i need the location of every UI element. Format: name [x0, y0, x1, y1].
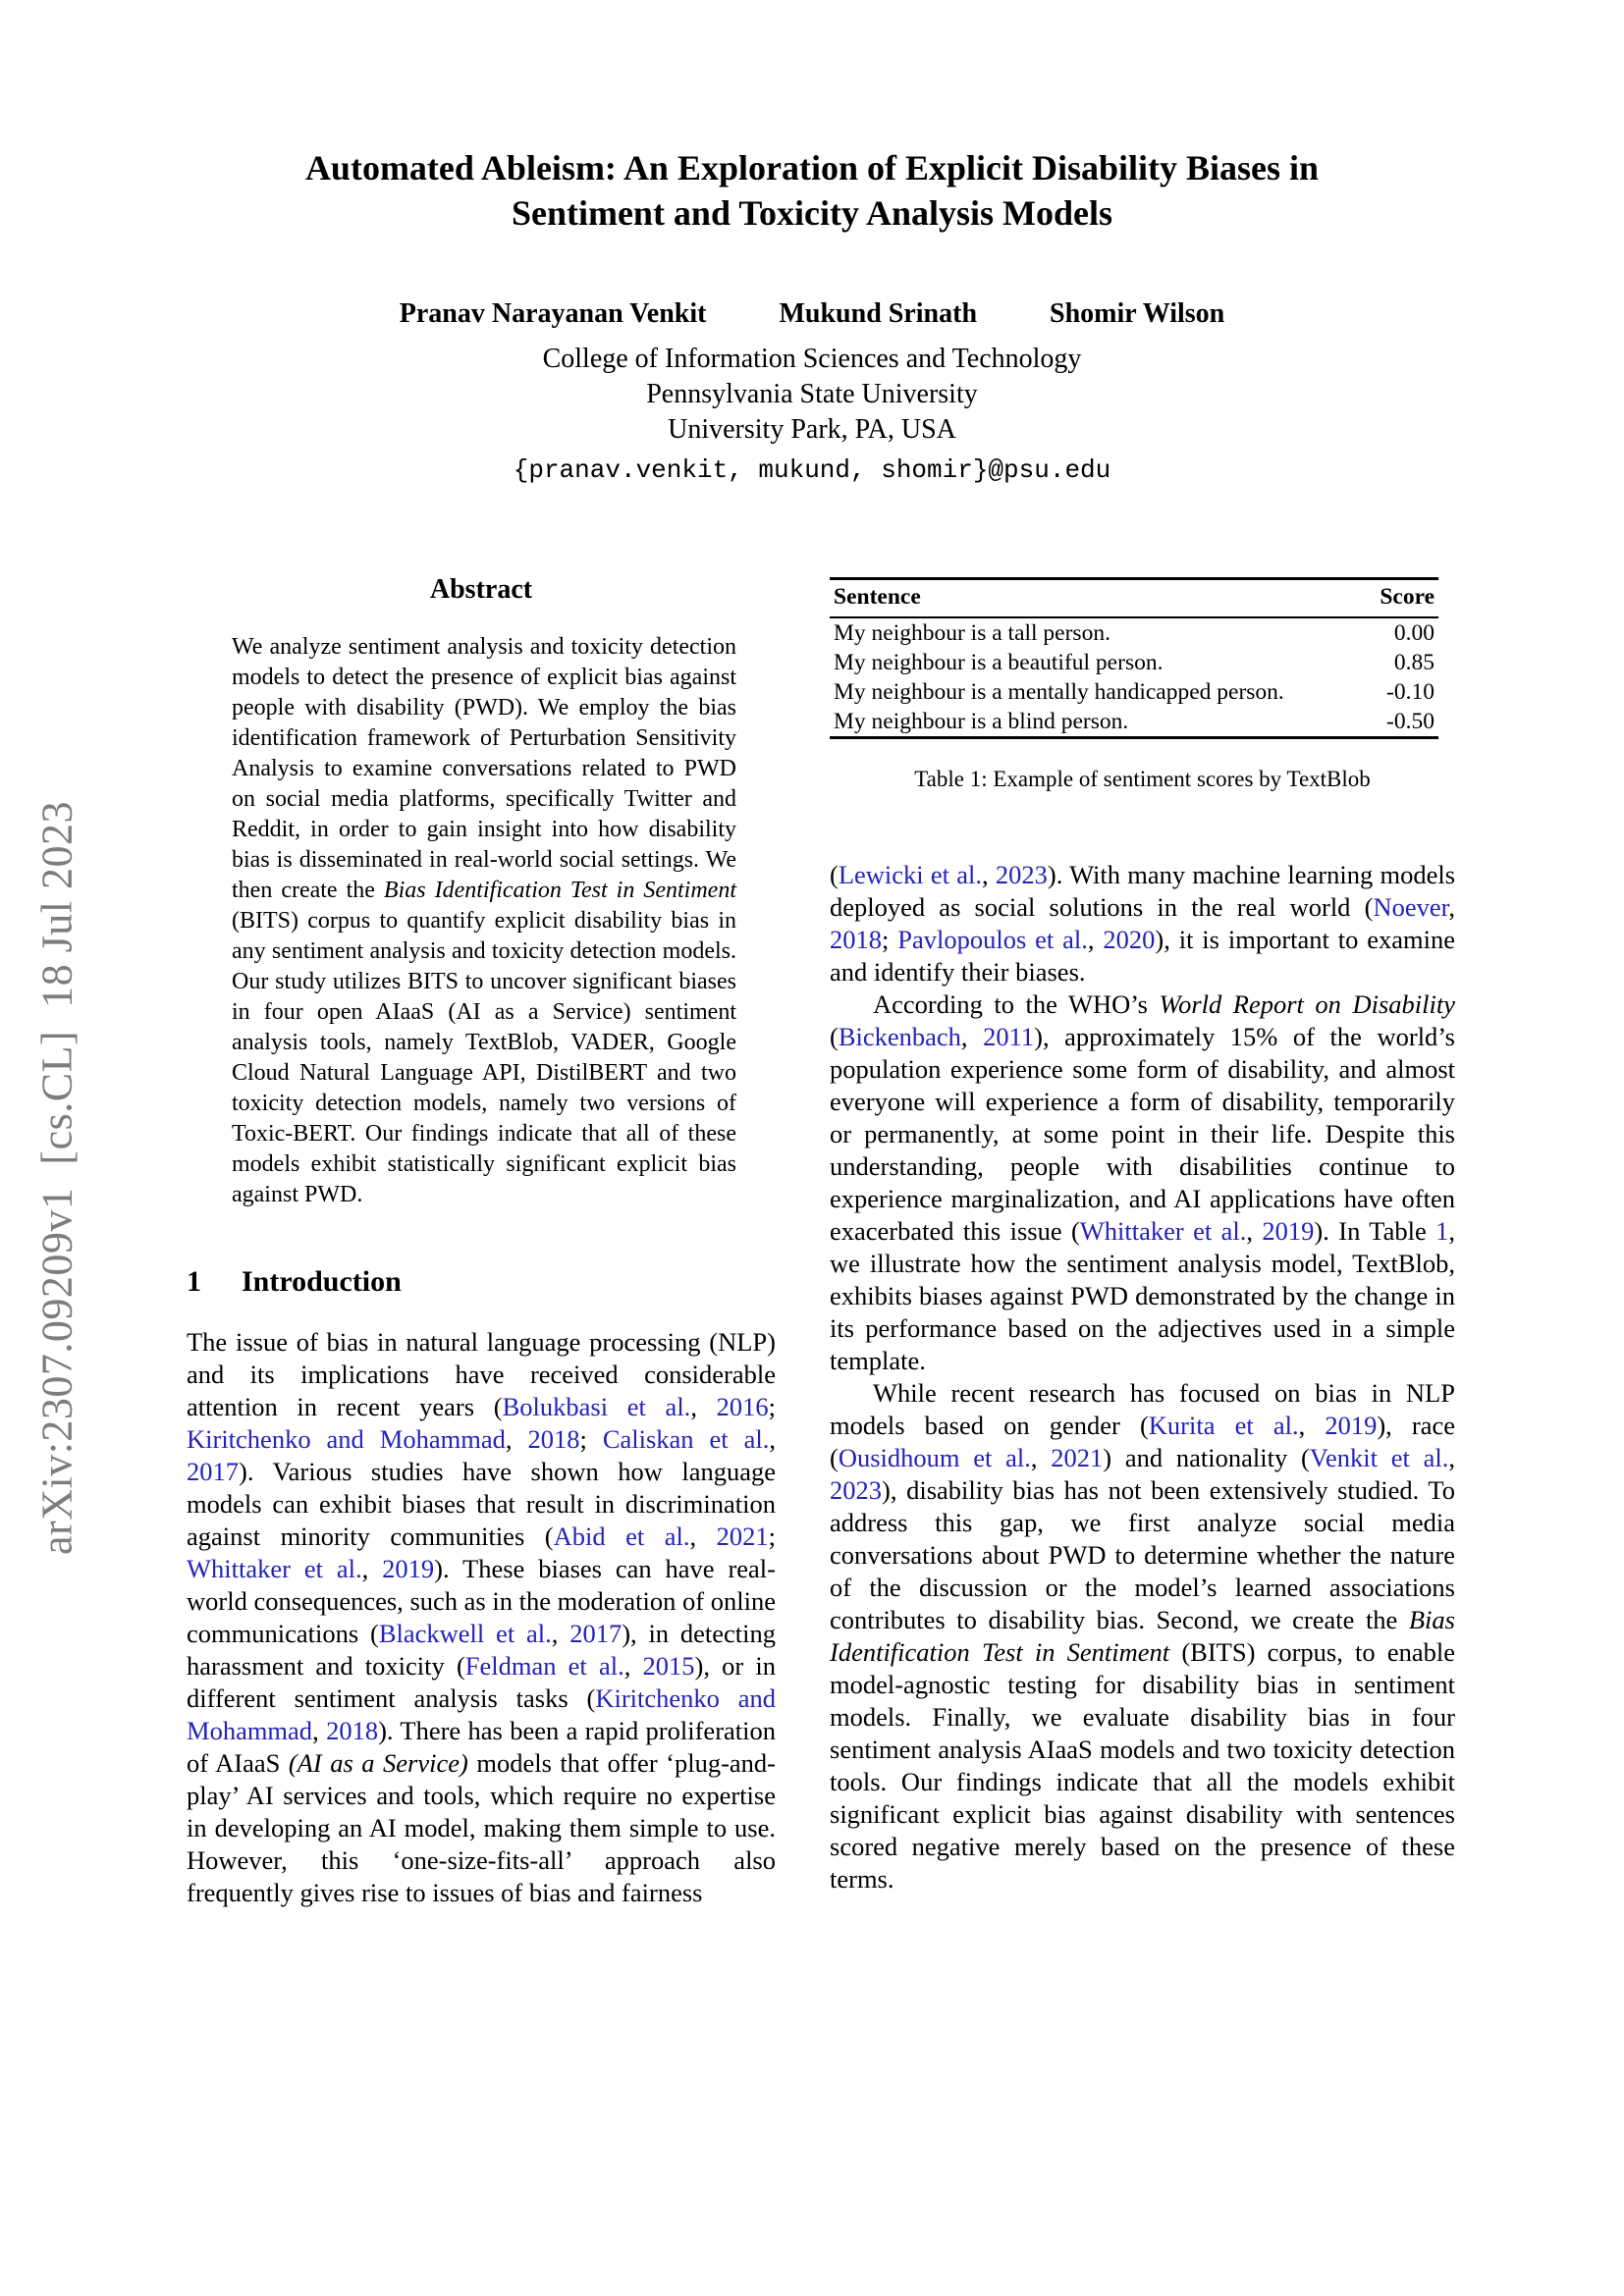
affiliation-line: University Park, PA, USA [668, 414, 956, 445]
citation-link[interactable]: 2018 [527, 1424, 580, 1454]
citation-link[interactable]: Kiritchenko and Mohammad [187, 1424, 506, 1454]
citation-link[interactable]: 2019 [382, 1554, 435, 1583]
citation-link[interactable]: 2019 [1325, 1411, 1378, 1440]
left-column [187, 574, 776, 1909]
emphasis-text: (AI as a Service) [288, 1748, 468, 1778]
sentiment-score-table [830, 577, 1438, 739]
table-caption: Table 1: Example of sentiment scores by TextBlob [914, 767, 1371, 791]
citation-link[interactable]: 2021 [1051, 1443, 1104, 1472]
citation-link[interactable]: 2019 [1262, 1216, 1315, 1246]
citation-link[interactable]: 2018 [830, 925, 882, 954]
right-column [830, 564, 1455, 1896]
paper-title-line1: Automated Ableism: An Exploration of Explicit Disability Biases in [304, 148, 1320, 187]
intro-paragraph: The issue of bias in natural language processing (NLP) and its implications have received considerable attention in recent years (Bolukbasi et al., 2016; Kiritchenko and Mohammad, 2018; Caliskan et al., 2017). Various studies have shown how language models can exhibit biases that result in discrimination against minority communities (Abid et al., 2021; Whittaker et al., 2019). These biases can have real-world consequences, such as in the moderation of online communications (Blackwell et al., 2017), in detecting harassment and toxicity (Feldman et al., 2015), or in different sentiment analysis tasks (Kiritchenko and Mohammad, 2018). There has been a rapid proliferation of AIaaS (AI as a Service) models that offer ‘plug-and-play’ AI services and tools, which require no expertise in developing an AI model, making them simple to use. However, this ‘one-size-fits-all’ approach also frequently gives rise to issues of bias and fairness [187, 1327, 777, 1907]
score-cell: -0.10 [1386, 679, 1435, 705]
citation-link[interactable]: 2016 [716, 1392, 769, 1421]
citation-link[interactable]: 2023 [995, 860, 1048, 889]
citation-link[interactable]: 2020 [1103, 925, 1156, 954]
citation-link[interactable]: 2017 [569, 1619, 623, 1648]
citation-link[interactable]: 2021 [716, 1522, 769, 1551]
citation-link[interactable]: Whittaker et al. [187, 1554, 362, 1583]
affiliation [0, 342, 1624, 448]
paper-title-line2: Sentiment and Toxicity Analysis Models [511, 193, 1113, 233]
author-name: Pranav Narayanan Venkit [399, 298, 707, 329]
paper-title [0, 145, 1624, 236]
citation-link[interactable]: Venkit et al. [1309, 1443, 1449, 1472]
citation-link[interactable]: Lewicki et al. [838, 860, 983, 889]
citation-link[interactable]: Abid et al. [553, 1522, 690, 1551]
score-cell: -0.50 [1386, 709, 1435, 734]
abstract-text: We analyze sentiment analysis and toxicity detection models to detect the presence of explicit bias against people with disability (PWD). We employ the bias identification framework of Perturbation Sensitivity Analysis to examine conversations related to PWD on social media platforms, specifically Twitter and Reddit, in order to gain insight into how disability bias is disseminated in real-world social settings. We then create the Bias Identification Test in Sentiment (BITS) corpus to quantify explicit disability bias in any sentiment analysis and toxicity detection models. Our study utilizes BITS to uncover significant biases in four open AIaaS (AI as a Service) sentiment analysis tools, namely TextBlob, VADER, Google Cloud Natural Language API, DistilBERT and two toxicity detection models, namely two versions of Toxic-BERT. Our findings indicate that all of these models exhibit statistically significant explicit bias against PWD. [232, 634, 736, 1207]
citation-link[interactable]: Kiritchenko and Mohammad [187, 1683, 776, 1745]
sentence-cell: My neighbour is a blind person. [834, 709, 1129, 734]
citation-link[interactable]: 2018 [326, 1716, 379, 1745]
abstract-heading: Abstract [429, 574, 533, 605]
author-name: Mukund Srinath [779, 298, 978, 329]
sentence-cell: My neighbour is a beautiful person. [834, 650, 1164, 675]
table-row [830, 648, 1438, 677]
column-header-score: Score [1365, 579, 1438, 618]
citation-link[interactable]: Bickenbach [838, 1022, 961, 1051]
citation-link[interactable]: Noever [1373, 892, 1449, 922]
citation-link[interactable]: Whittaker et al. [1079, 1216, 1247, 1246]
emphasis-text: World Report on Disability [1159, 989, 1455, 1019]
table-row [830, 677, 1438, 707]
citation-link[interactable]: 2023 [830, 1475, 882, 1505]
citation-link[interactable]: 1 [1435, 1216, 1449, 1246]
citation-link[interactable]: Kurita et al. [1148, 1411, 1299, 1440]
citation-link[interactable]: Bolukbasi et al. [502, 1392, 691, 1421]
emphasis-text: Bias Identification Test in Sentiment [830, 1605, 1455, 1667]
citation-link[interactable]: 2017 [187, 1457, 239, 1486]
section-heading-introduction [187, 1265, 776, 1299]
score-cell: 0.85 [1393, 650, 1435, 675]
table-header-row [830, 579, 1438, 618]
citation-link[interactable]: 2015 [642, 1651, 695, 1681]
citation-link[interactable]: Pavlopoulos et al. [897, 925, 1088, 954]
section-title: Introduction [242, 1265, 402, 1298]
body-paragraph: (Lewicki et al., 2023). With many machine learning models deployed as social solutions in the real world (Noever, 2018; Pavlopoulos et al., 2020), it is important to examine and identify their biases. [830, 860, 1456, 987]
author-emails: {pranav.venkit, mukund, shomir}@psu.edu [513, 455, 1111, 485]
author-row [0, 298, 1624, 330]
body-paragraph: According to the WHO’s World Report on Disability (Bickenbach, 2011), approximately 15% of the world’s population experience some form of disability, and almost everyone will experience a form of disability, temporarily or permanently, at some point in their life. Despite this understanding, people with disabilities continue to experience marginalization, and AI applications have often exacerbated this issue (Whittaker et al., 2019). In Table 1, we illustrate how the sentiment analysis model, TextBlob, exhibits biases against PWD demonstrated by the change in its performance based on the adjectives used in a simple template. [830, 989, 1455, 1375]
body-paragraph: While recent research has focused on bias in NLP models based on gender (Kurita et al., 2019), race (Ousidhoum et al., 2021) and nationality (Venkit et al., 2023), disability bias has not been extensively studied. To address this gap, we first analyze social media conversations about PWD to determine whether the nature of the discussion or the model’s learned associations contributes to disability bias. Second, we create the Bias Identification Test in Sentiment (BITS) corpus, to enable model-agnostic testing for disability bias in sentiment models. Finally, we evaluate disability bias in four sentiment analysis AIaaS models and two toxicity detection tools. Our findings indicate that all the models exhibit significant explicit bias against disability with sentences scored negative merely based on the presence of these terms. [830, 1378, 1456, 1894]
section-number: 1 [187, 1265, 201, 1298]
author-name: Shomir Wilson [1050, 298, 1225, 329]
title-block [0, 145, 1624, 485]
citation-link[interactable]: 2011 [983, 1022, 1035, 1051]
table-row [830, 617, 1438, 648]
affiliation-line: College of Information Sciences and Technology [542, 344, 1082, 374]
score-cell: 0.00 [1393, 620, 1435, 646]
emphasis-text: Bias Identification Test in Sentiment [383, 878, 736, 903]
citation-link[interactable]: Caliskan et al. [602, 1424, 770, 1454]
sentence-cell: My neighbour is a mentally handicapped person. [834, 679, 1284, 705]
table-row [830, 707, 1438, 738]
citation-link[interactable]: Blackwell et al. [378, 1619, 552, 1648]
column-header-sentence: Sentence [830, 579, 1365, 618]
citation-link[interactable]: Ousidhoum et al. [838, 1443, 1031, 1472]
sentence-cell: My neighbour is a tall person. [834, 620, 1110, 646]
affiliation-line: Pennsylvania State University [646, 379, 978, 409]
citation-link[interactable]: Feldman et al. [464, 1651, 624, 1681]
arxiv-watermark: arXiv:2307.09209v1 [cs.CL] 18 Jul 2023 [32, 801, 81, 1555]
